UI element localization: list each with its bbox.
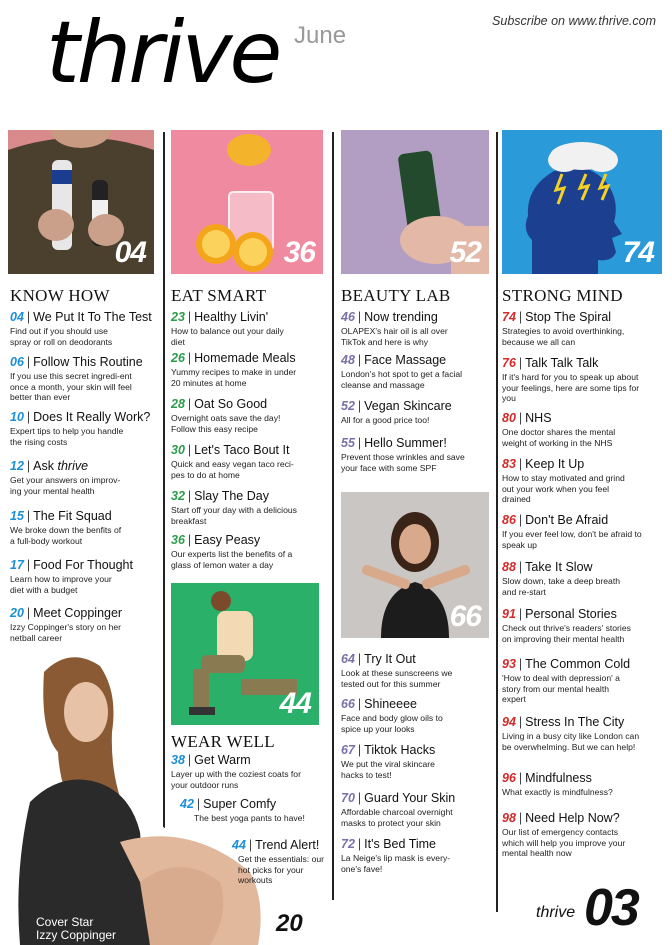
separator: | (518, 771, 523, 785)
entry-title: Mindfulness (525, 771, 592, 785)
entry-description: All for a good price too! (341, 415, 430, 425)
toc-entry[interactable] (171, 310, 321, 347)
entry-description: Yummy recipes to make in under 20 minutes at home (171, 367, 297, 388)
separator: | (518, 411, 523, 425)
entry-title: Stop The Spiral (525, 310, 612, 324)
entry-description: The best yoga pants to have! (194, 813, 305, 823)
entry-title: Hello Summer! (364, 436, 447, 450)
entry-page: 76 (502, 356, 516, 370)
entry-description: Check out thrive's readers' stories on improving their mental health (502, 623, 631, 644)
entry-page: 91 (502, 607, 516, 621)
separator: | (26, 558, 31, 572)
entry-title: Food For Thought (33, 558, 133, 572)
entry-page: 42 (180, 797, 194, 811)
separator: | (357, 310, 362, 324)
toc-entry[interactable] (10, 410, 160, 447)
toc-entry[interactable] (341, 652, 491, 689)
toc-entry[interactable] (171, 489, 321, 526)
entry-page: 80 (502, 411, 516, 425)
entry-title: Super Comfy (203, 797, 277, 811)
issue-month: June (294, 22, 347, 49)
beauty-lab-photo[interactable] (341, 130, 489, 274)
toc-entry[interactable] (341, 743, 491, 780)
separator: | (187, 397, 192, 411)
entry-page: 48 (341, 353, 355, 367)
entry-page: 04 (10, 310, 24, 324)
separator: | (26, 509, 31, 523)
cover-caption-line1: Cover Star (36, 915, 94, 929)
entry-description: Look at these sunscreens we tested out for this summer (341, 668, 453, 689)
toc-entry[interactable] (502, 771, 652, 798)
entry-description: Learn how to improve your diet with a budget (10, 574, 112, 595)
entry-page: 44 (232, 838, 246, 852)
entry-description: If it's hard for you to speak up about your feelings, here are some tips for you (502, 372, 640, 403)
toc-entry[interactable] (502, 310, 652, 347)
toc-entry[interactable] (341, 697, 491, 734)
entry-description: Affordable charcoal overnight masks to protect your skin (341, 807, 453, 828)
toc-entry[interactable] (341, 791, 491, 828)
separator: | (518, 811, 523, 825)
separator: | (196, 797, 201, 811)
entry-page: 30 (171, 443, 185, 457)
entry-page: 88 (502, 560, 516, 574)
entry-page: 86 (502, 513, 516, 527)
entry-page: 12 (10, 459, 24, 473)
entry-description: We broke down the benfits of a full-body workout (10, 525, 122, 546)
toc-entry[interactable] (10, 509, 160, 546)
entry-title: Shineeee (364, 697, 417, 711)
entry-title: Oat So Good (194, 397, 268, 411)
toc-entry[interactable] (502, 356, 652, 404)
toc-entry[interactable] (502, 607, 652, 644)
entry-description: Quick and easy vegan taco reci-pes to do at home (171, 459, 294, 480)
toc-entry[interactable] (341, 837, 491, 874)
entry-description: Izzy Coppinger's story on her netball career (10, 622, 122, 643)
toc-entry[interactable] (171, 753, 321, 790)
entry-page: 72 (341, 837, 355, 851)
entry-description: 'How to deal with depression' a story from our mental health expert (502, 673, 620, 704)
page-number-badge: 66 (449, 600, 481, 633)
entry-description: Overnight oats save the day! Follow this easy recipe (171, 413, 281, 434)
entry-page: 28 (171, 397, 185, 411)
toc-entry[interactable] (10, 558, 160, 595)
entry-title: Personal Stories (525, 607, 617, 621)
footer-page-number: 03 (584, 879, 638, 937)
page-number-badge: 52 (449, 236, 481, 269)
separator: | (187, 533, 192, 547)
entry-description: What exactly is mindfulness? (502, 787, 613, 797)
toc-entry[interactable] (341, 353, 491, 390)
toc-entry[interactable] (10, 606, 160, 643)
separator: | (357, 652, 362, 666)
entry-description: Living in a busy city like London can be overwhelming. But we can help! (502, 731, 640, 752)
entry-title: Tiktok Hacks (364, 743, 436, 757)
separator: | (357, 436, 362, 450)
separator: | (187, 351, 192, 365)
entry-description: Our experts list the benefits of a glass of lemon water a day (171, 549, 293, 570)
entry-page: 46 (341, 310, 355, 324)
entry-description: La Neige's lip mask is every-one's fave! (341, 853, 451, 874)
cover-page-number: 20 (276, 910, 303, 937)
toc-entry[interactable] (171, 533, 321, 570)
entry-title: Easy Peasy (194, 533, 261, 547)
separator: | (357, 791, 362, 805)
entry-description: Get the essentials: our hot picks for your workouts (238, 854, 324, 885)
entry-page: 20 (10, 606, 24, 620)
entry-page: 23 (171, 310, 185, 324)
entry-description: OLAPEX's hair oil is all over TikTok and here is why (341, 326, 448, 347)
entry-page: 26 (171, 351, 185, 365)
footer-brand: thrive (536, 904, 576, 921)
entry-description: If you ever feel low, don't be afraid to speak up (502, 529, 642, 550)
entry-description: Strategies to avoid overthinking, because we all can (502, 326, 625, 347)
separator: | (518, 560, 523, 574)
separator: | (248, 838, 253, 852)
entry-description: Expert tips to help you handle the rising costs (10, 426, 124, 447)
entry-description: Get your answers on improv-ing your mental health (10, 475, 121, 496)
entry-title: The Fit Squad (33, 509, 112, 523)
separator: | (26, 310, 31, 324)
entry-page: 83 (502, 457, 516, 471)
section-title-beauty-lab: BEAUTY LAB (341, 286, 451, 305)
separator: | (518, 657, 523, 671)
toc-entry[interactable] (341, 436, 491, 473)
toc-entry[interactable] (502, 657, 652, 705)
entry-title: Guard Your Skin (364, 791, 456, 805)
toc-entry[interactable] (341, 310, 491, 347)
entry-page: 96 (502, 771, 516, 785)
entry-title: Follow This Routine (33, 355, 143, 369)
separator: | (187, 310, 192, 324)
entry-title: It's Bed Time (364, 837, 437, 851)
separator: | (357, 399, 362, 413)
entry-title: Try It Out (364, 652, 416, 666)
toc-entry[interactable] (502, 715, 652, 752)
entry-title: Healthy Livin' (194, 310, 269, 324)
separator: | (357, 353, 362, 367)
cover-caption (36, 916, 116, 942)
separator: | (518, 310, 523, 324)
page-number-badge: 36 (283, 236, 315, 269)
entry-title: Stress In The City (525, 715, 625, 729)
entry-description: Find out if you should use spray or roll on deodorants (10, 326, 113, 347)
section-title-eat-smart: EAT SMART (171, 286, 267, 305)
entry-page: 66 (341, 697, 355, 711)
entry-description: Slow down, take a deep breath and re-start (502, 576, 621, 597)
entry-description: Our list of emergency contacts which will help you improve your mental health now (502, 827, 626, 858)
entry-title: Slay The Day (194, 489, 269, 503)
separator: | (26, 410, 31, 424)
entry-title: NHS (525, 411, 552, 425)
separator: | (357, 837, 362, 851)
separator: | (518, 715, 523, 729)
entry-title: Face Massage (364, 353, 447, 367)
entry-title: Homemade Meals (194, 351, 296, 365)
entry-page: 15 (10, 509, 24, 523)
toc-entry[interactable] (171, 397, 321, 434)
entry-page: 36 (171, 533, 185, 547)
entry-page: 98 (502, 811, 516, 825)
entry-page: 52 (341, 399, 355, 413)
entry-page: 38 (171, 753, 185, 767)
entry-page: 93 (502, 657, 516, 671)
entry-title: Trend Alert! (255, 838, 320, 852)
separator: | (187, 753, 192, 767)
entry-page: 67 (341, 743, 355, 757)
entry-page: 55 (341, 436, 355, 450)
entry-description: Layer up with the coziest coats for your outdoor runs (171, 769, 301, 790)
entry-title: Does It Really Work? (33, 410, 151, 424)
toc-entry[interactable] (502, 560, 652, 597)
column-divider (332, 132, 334, 900)
separator: | (26, 459, 31, 473)
entry-title: Don't Be Afraid (525, 513, 609, 527)
separator: | (518, 513, 523, 527)
beauty-portrait-photo[interactable] (341, 492, 489, 638)
entry-page: 17 (10, 558, 24, 572)
page-number-badge: 04 (114, 236, 146, 269)
entry-page: 10 (10, 410, 24, 424)
separator: | (187, 443, 192, 457)
know-how-photo[interactable] (8, 130, 154, 274)
separator: | (357, 743, 362, 757)
subscribe-link[interactable]: Subscribe on www.thrive.com (492, 14, 656, 28)
eat-smart-photo[interactable] (171, 130, 323, 274)
entry-title: Let's Taco Bout It (194, 443, 290, 457)
entry-page: 74 (502, 310, 516, 324)
entry-description: London's hot spot to get a facial cleanse and massage (341, 369, 463, 390)
toc-entry[interactable] (502, 513, 652, 550)
toc-entry[interactable] (180, 797, 330, 824)
page-number-badge: 44 (279, 687, 311, 720)
entry-page: 70 (341, 791, 355, 805)
entry-description: Start off your day with a delicious breakfast (171, 505, 297, 526)
toc-entry[interactable] (171, 443, 321, 480)
column-divider (496, 132, 498, 912)
masthead-logo: thrive (46, 3, 280, 103)
entry-title: The Common Cold (525, 657, 631, 671)
toc-entry[interactable] (10, 310, 160, 347)
brand-inline: thrive (57, 459, 89, 473)
entry-description: Face and body glow oils to spice up your looks (341, 713, 443, 734)
entry-description: We put the viral skincare hacks to test! (341, 759, 435, 780)
toc-entry[interactable] (171, 351, 321, 388)
entry-title: Vegan Skincare (364, 399, 452, 413)
section-title-strong-mind: STRONG MIND (502, 286, 623, 305)
entry-description: Prevent those wrinkles and save your face with some SPF (341, 452, 465, 473)
entry-title: Ask (33, 459, 54, 473)
entry-page: 32 (171, 489, 185, 503)
entry-description: How to stay motivated and grind out your work when you feel drained (502, 473, 625, 504)
page-number-badge: 74 (622, 236, 654, 269)
section-title-wear-well: WEAR WELL (171, 732, 275, 751)
separator: | (26, 606, 31, 620)
entry-title: We Put It To The Test (33, 310, 152, 324)
toc-entry[interactable] (10, 459, 160, 496)
entry-page: 64 (341, 652, 355, 666)
entry-page: 94 (502, 715, 516, 729)
entry-description: If you use this secret ingredi-ent once a month, your skin will feel better than ever (10, 371, 132, 402)
entry-title: Need Help Now? (525, 811, 620, 825)
toc-entry[interactable] (502, 411, 652, 448)
toc-entry[interactable] (341, 399, 491, 426)
entry-page: 06 (10, 355, 24, 369)
toc-entry[interactable] (10, 355, 160, 403)
toc-entry[interactable] (502, 457, 652, 505)
entry-title: Meet Coppinger (33, 606, 123, 620)
entry-description: How to balance out your daily diet (171, 326, 284, 347)
entry-title: Take It Slow (525, 560, 593, 574)
separator: | (518, 356, 523, 370)
separator: | (357, 697, 362, 711)
entry-title: Talk Talk Talk (525, 356, 599, 370)
toc-entry[interactable] (502, 811, 652, 859)
entry-description: One doctor shares the mental weight of working in the NHS (502, 427, 616, 448)
separator: | (26, 355, 31, 369)
separator: | (518, 457, 523, 471)
entry-title: Get Warm (194, 753, 251, 767)
entry-title: Keep It Up (525, 457, 585, 471)
separator: | (518, 607, 523, 621)
section-title-know-how: KNOW HOW (10, 286, 110, 305)
entry-title: Now trending (364, 310, 438, 324)
separator: | (187, 489, 192, 503)
strong-mind-photo[interactable] (502, 130, 662, 274)
cover-caption-line2: Izzy Coppinger (36, 928, 117, 942)
